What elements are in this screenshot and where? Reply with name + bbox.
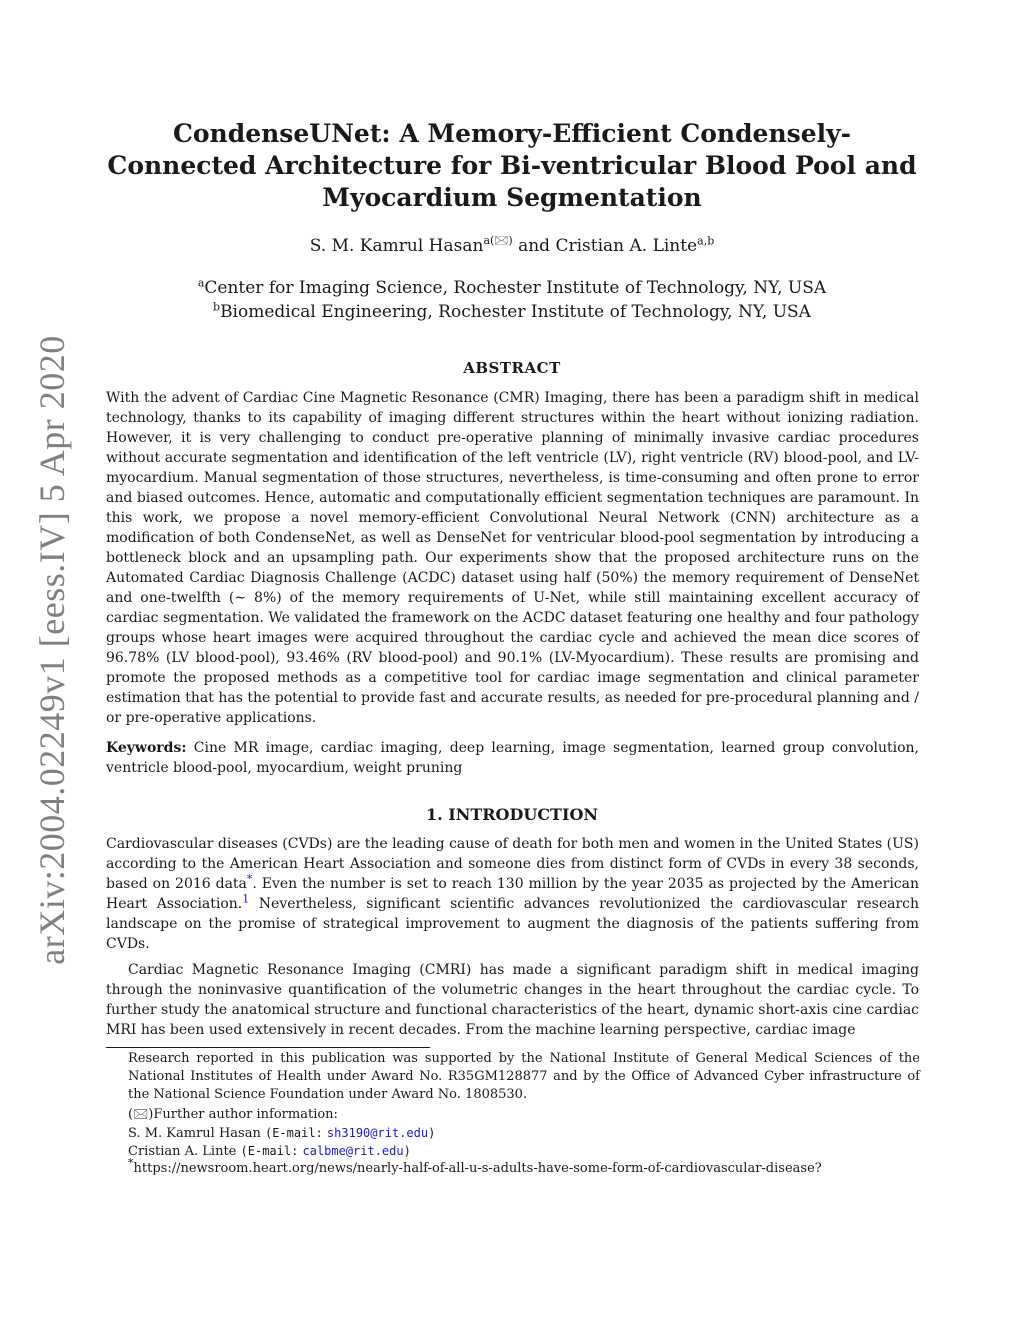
footnote-ref-star[interactable]: * (246, 872, 253, 886)
footnote-linte-name: Cristian A. Linte (128, 1144, 237, 1159)
email-link-linte[interactable]: calbme@rit.edu (302, 1144, 404, 1158)
envelope-icon: 🖂 (494, 233, 509, 248)
author-hasan-superscript: a(🖂) (483, 233, 513, 248)
paper-title: CondenseUNet: A Memory-Efficient Condensely-Connected Architecture for Bi-ventricular Blood Pool and Myocardium Segmentation (107, 119, 917, 212)
abstract-body: With the advent of Cardiac Cine Magnetic Resonance (CMR) Imaging, there has been a paradigm shift in medical technology, thanks to its capability of imaging different structures within the heart without ionizing radiation. However, it is very challenging to conduct pre-operative planning of minimally invasive cardiac procedures without accurate segmentation and identification of the left ventricle (LV), right ventricle (RV) blood-pool, and LV-myocardium. Manual segmentation of those structures, nevertheless, is time-consuming and often prone to error and biased outcomes. Hence, automatic and computationally efficient segmentation techniques are paramount. In this work, we propose a novel memory-efficient Convolutional Neural Network (CNN) architecture as a modification of both CondenseNet, as well as DenseNet for ventricular blood-pool segmentation by introducing a bottleneck block and an upsampling path. Our experiments show that the proposed architecture runs on the Automated Cardiac Diagnosis Challenge (ACDC) dataset using half (50%) the memory requirement of DenseNet and one-twelfth (∼ 8%) of the memory requirements of U-Net, while still maintaining excellent accuracy of cardiac segmentation. We validated the framework on the ACDC dataset featuring one healthy and four pathology groups whose heart images were acquired throughout the cardiac cycle and achieved the mean dice scores of 96.78% (LV blood-pool), 93.46% (RV blood-pool) and 90.1% (LV-Myocardium). These results are promising and promote the proposed methods as a competitive tool for cardiac image segmentation and clinical parameter estimation that has the potential to provide fast and accurate results, as needed for pre-procedural planning and / or pre-operative applications. (106, 390, 919, 726)
affiliation-mark-b: b (213, 300, 221, 314)
author-name-hasan: S. M. Kamrul Hasan (309, 236, 484, 256)
footnote-hasan-name: S. M. Kamrul Hasan (128, 1126, 261, 1141)
affiliation-mark-a: a (197, 276, 205, 290)
section-heading-introduction: 1. INTRODUCTION (425, 805, 599, 824)
author-conjunction: and (518, 236, 551, 256)
author-line (100, 234, 924, 258)
footnote-url (128, 1156, 822, 1178)
author-linte-superscript: a,b (697, 234, 715, 248)
footnote-author-info: (🖂)Further author information: (128, 1107, 338, 1122)
footnote-hasan-contact: S. M. Kamrul Hasan (E-mail: sh3190@rit.edu) (128, 1126, 436, 1141)
affiliation-b (100, 300, 924, 324)
affiliations (100, 276, 924, 324)
footnote-url-link[interactable]: https://newsroom.heart.org/news/nearly-half-of-all-u-s-adults-have-some-form-of-cardiovascular-disease? (133, 1161, 822, 1176)
footnote-hasan-label: (E-mail: (264, 1126, 323, 1140)
email-link-hasan[interactable]: sh3190@rit.edu (326, 1126, 429, 1140)
keywords-list: Cine MR image, cardiac imaging, deep learning, image segmentation, learned group convolution, ventricle blood-pool, myocardium, weight pruning (106, 740, 919, 776)
envelope-icon: 🖂 (133, 1107, 149, 1122)
affiliation-text-a: Center for Imaging Science, Rochester Institute of Technology, NY, USA (204, 278, 827, 298)
abstract-heading: ABSTRACT (463, 359, 561, 377)
footnote-url-mark: * (128, 1156, 134, 1170)
citation-ref-1[interactable]: 1 (242, 892, 250, 906)
keywords-label: Keywords: (106, 740, 187, 756)
footnote-funding: Research reported in this publication was supported by the National Institute of General Medical Sciences of the National Institutes of Health under Award No. R35GM128877 and by the Office of Advanced Cyber infrastructure of the National Science Foundation under Award No. 1808530. (128, 1051, 920, 1102)
footnote-linte-label: (E-mail: (240, 1144, 299, 1158)
intro-paragraph-1: Cardiovascular diseases (CVDs) are the leading cause of death for both men and women in the United States (US) according to the American Heart Association and someone dies from distinct form of CVDs in every 38 seconds, based on 2016 data*. Even the number is set to reach 130 million by the year 2035 as projected by the American Heart Association.$^1$ Nevertheless, significant scientific advances revolutionized the cardiovascular research landscape on the promise of strategical improvement to augment the diagnosis of the patients suffering from CVDs. (106, 836, 919, 952)
footnote-linte-contact: Cristian A. Linte (E-mail: calbme@rit.edu) (128, 1144, 411, 1159)
affiliation-a (100, 276, 924, 300)
author-name-linte: Cristian A. Linte (555, 236, 698, 256)
affiliation-text-b: Biomedical Engineering, Rochester Institute of Technology, NY, USA (220, 302, 811, 322)
footnote-divider (106, 1047, 430, 1048)
keywords (106, 738, 919, 778)
arxiv-identifier: arXiv:2004.02249v1 [eess.IV] 5 Apr 2020 (32, 335, 72, 965)
intro-paragraph-2: Cardiac Magnetic Resonance Imaging (CMRI) has made a significant paradigm shift in medical imaging through the noninvasive quantification of the volumetric changes in the heart throughout the cardiac cycle. To further study the anatomical structure and functional characteristics of the heart, dynamic short-axis cine cardiac MRI has been used extensively in recent decades. From the machine learning perspective, cardiac image (106, 962, 919, 1038)
